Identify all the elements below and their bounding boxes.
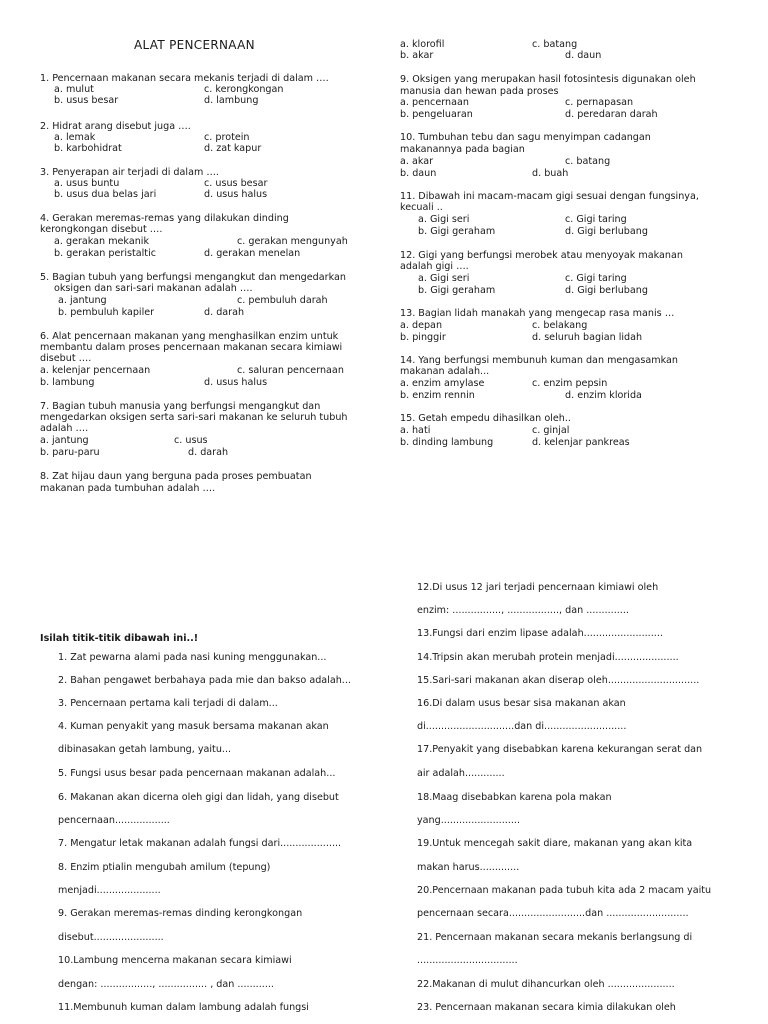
question-11: 11. Dibawah ini macam-macam gigi sesuai dengan fungsinya, (400, 191, 699, 202)
option-a: a. usus buntu (54, 178, 120, 189)
fill-item: 6. Makanan akan dicerna oleh gigi dan lidah, yang disebut (58, 792, 339, 803)
fill-item: 15.Sari-sari makanan akan diserap oleh.............................. (417, 675, 700, 686)
option-a: a. akar (400, 156, 434, 167)
question-10: 10. Tumbuhan tebu dan sagu menyimpan cadangan (400, 132, 651, 143)
fill-item: 16.Di dalam usus besar sisa makanan akan (417, 698, 626, 709)
fill-item: disebut....................... (58, 932, 164, 943)
option-a: a. enzim amylase (400, 378, 485, 389)
fill-item: air adalah............. (417, 768, 505, 779)
fill-item: 17.Penyakit yang disebabkan karena kekurangan serat dan (417, 744, 703, 755)
question-9: 9. Oksigen yang merupakan hasil fotosintesis digunakan oleh (400, 74, 696, 85)
question-11-cont: kecuali .. (400, 202, 443, 213)
option-d: d. usus halus (204, 377, 268, 388)
option-c: c. gerakan mengunyah (237, 236, 348, 247)
option-b: b. gerakan peristaltic (54, 248, 157, 259)
fill-item: 2. Bahan pengawet berbahaya pada mie dan bakso adalah... (58, 675, 351, 686)
option-b: b. pengeluaran (400, 109, 473, 120)
question-6: 6. Alat pencernaan makanan yang menghasilkan enzim untuk (40, 331, 339, 342)
question-14-cont: makanan adalah... (400, 366, 490, 377)
option-b: b. daun (400, 168, 437, 179)
fill-item: 11.Membunuh kuman dalam lambung adalah fungsi (58, 1002, 309, 1013)
option-c: c. enzim pepsin (532, 378, 608, 389)
option-a: a. Gigi seri (418, 273, 470, 284)
fill-item: 8. Enzim ptialin mengubah amilum (tepung) (58, 862, 271, 873)
question-8: 8. Zat hijau daun yang berguna pada proses pembuatan (40, 471, 312, 482)
fill-item: 21. Pencernaan makanan secara mekanis berlangsung di (417, 932, 693, 943)
option-b: b. paru-paru (40, 447, 100, 458)
page-title: ALAT PENCERNAAN (134, 38, 255, 52)
fill-item: 19.Untuk mencegah sakit diare, makanan yang akan kita (417, 838, 693, 849)
option-d: d. seluruh bagian lidah (532, 332, 643, 343)
question-7-cont: mengedarkan oksigen serta sari-sari makanan ke seluruh tubuh (40, 412, 348, 423)
fill-item: 4. Kuman penyakit yang masuk bersama makanan akan (58, 721, 329, 732)
question-7: 7. Bagian tubuh manusia yang berfungsi mengangkut dan (40, 401, 321, 412)
option-c: c. saluran pencernaan (237, 365, 344, 376)
option-a: a. kelenjar pencernaan (40, 365, 151, 376)
option-b: b. Gigi geraham (418, 226, 496, 237)
option-a: a. lemak (54, 132, 96, 143)
question-2: 2. Hidrat arang disebut juga …. (40, 121, 191, 132)
option-c: c. belakang (532, 320, 588, 331)
option-c: c. usus besar (204, 178, 268, 189)
question-1: 1. Pencernaan makanan secara mekanis terjadi di dalam …. (40, 73, 329, 84)
option-b: b. karbohidrat (54, 143, 122, 154)
option-c: c. batang (532, 39, 578, 50)
question-10-cont: makanannya pada bagian (400, 144, 525, 155)
question-14: 14. Yang berfungsi membunuh kuman dan mengasamkan (400, 355, 678, 366)
option-d: d. kelenjar pankreas (532, 437, 630, 448)
fill-item: 9. Gerakan meremas-remas dinding kerongkongan (58, 908, 303, 919)
question-12: 12. Gigi yang berfungsi merobek atau menyoyak makanan (400, 250, 683, 261)
fill-item: 18.Maag disebabkan karena pola makan (417, 792, 612, 803)
option-d: d. daun (565, 50, 602, 61)
option-a: a. klorofil (400, 39, 445, 50)
question-4: 4. Gerakan meremas-remas yang dilakukan dinding (40, 213, 289, 224)
option-a: a. hati (400, 425, 431, 436)
question-8-cont: makanan pada tumbuhan adalah …. (40, 483, 216, 494)
fill-item: 7. Mengatur letak makanan adalah fungsi dari.................... (58, 838, 342, 849)
fill-heading: Isilah titik-titik dibawah ini..! (40, 633, 199, 644)
question-15: 15. Getah empedu dihasilkan oleh.. (400, 413, 571, 424)
option-c: c. kerongkongan (204, 84, 284, 95)
option-b: b. pinggir (400, 332, 446, 343)
question-13: 13. Bagian lidah manakah yang mengecap rasa manis … (400, 308, 675, 319)
fill-item: dibinasakan getah lambung, yaitu... (58, 744, 232, 755)
question-12-cont: adalah gigi …. (400, 261, 469, 272)
option-b: b. enzim rennin (400, 390, 475, 401)
fill-item: 12.Di usus 12 jari terjadi pencernaan kimiawi oleh (417, 582, 659, 593)
option-c: c. ginjal (532, 425, 570, 436)
option-a: a. jantung (40, 435, 89, 446)
option-d: d. darah (204, 307, 245, 318)
fill-item: pencernaan.................. (58, 815, 170, 826)
fill-item: 13.Fungsi dari enzim lipase adalah.......................... (417, 628, 663, 639)
option-d: d. enzim klorida (565, 390, 642, 401)
fill-item: 3. Pencernaan pertama kali terjadi di dalam... (58, 698, 278, 709)
fill-item: 10.Lambung mencerna makanan secara kimiawi (58, 955, 292, 966)
option-a: a. jantung (58, 295, 107, 306)
question-5-cont: oksigen dan sari-sari makanan adalah …. (54, 283, 253, 294)
fill-item: 14.Tripsin akan merubah protein menjadi..................... (417, 652, 679, 663)
fill-item: pencernaan secara.........................dan ........................... (417, 908, 689, 919)
fill-item: 20.Pencernaan makanan pada tubuh kita ada 2 macam yaitu (417, 885, 712, 896)
option-c: c. batang (565, 156, 611, 167)
fill-item: 1. Zat pewarna alami pada nasi kuning menggunakan... (58, 652, 327, 663)
fill-item: enzim: ................, ................., dan .............. (417, 605, 629, 616)
option-c: c. usus (174, 435, 208, 446)
option-b: b. akar (400, 50, 434, 61)
fill-item: dengan: ................., ................ , dan ............ (58, 979, 274, 990)
question-5: 5. Bagian tubuh yang berfungsi mengangkut dan mengedarkan (40, 272, 346, 283)
question-6-cont: membantu dalam proses pencernaan makanan secara kimiawi (40, 342, 343, 353)
option-b: b. Gigi geraham (418, 285, 496, 296)
fill-item: menjadi..................... (58, 885, 161, 896)
option-d: d. usus halus (204, 189, 268, 200)
option-a: a. pencernaan (400, 97, 469, 108)
option-d: d. zat kapur (204, 143, 262, 154)
fill-item: ................................. (417, 955, 518, 966)
option-a: a. mulut (54, 84, 94, 95)
option-d: d. buah (532, 168, 569, 179)
option-b: b. usus dua belas jari (54, 189, 157, 200)
option-d: d. gerakan menelan (204, 248, 301, 259)
question-7-cont2: adalah …. (40, 423, 89, 434)
option-d: d. peredaran darah (565, 109, 658, 120)
fill-item: 23. Pencernaan makanan secara kimia dilakukan oleh (417, 1002, 676, 1013)
question-9-cont: manusia dan hewan pada proses (400, 86, 559, 97)
question-6-cont2: disebut …. (40, 353, 92, 364)
fill-item: 22.Makanan di mulut dihancurkan oleh ...................... (417, 979, 675, 990)
option-c: c. Gigi taring (565, 214, 627, 225)
fill-item: yang.......................... (417, 815, 521, 826)
fill-item: di.............................dan di........................... (417, 721, 627, 732)
option-b: b. usus besar (54, 95, 119, 106)
option-a: a. depan (400, 320, 443, 331)
option-c: c. Gigi taring (565, 273, 627, 284)
question-4-cont: kerongkongan disebut …. (40, 224, 163, 235)
fill-item: 5. Fungsi usus besar pada pencernaan makanan adalah... (58, 768, 336, 779)
option-a: a. gerakan mekanik (54, 236, 150, 247)
option-c: c. protein (204, 132, 250, 143)
option-c: c. pernapasan (565, 97, 634, 108)
option-b: b. dinding lambung (400, 437, 494, 448)
option-a: a. Gigi seri (418, 214, 470, 225)
option-d: d. darah (188, 447, 229, 458)
option-b: b. lambung (40, 377, 95, 388)
fill-item: makan harus............. (417, 862, 520, 873)
question-3: 3. Penyerapan air terjadi di dalam …. (40, 167, 219, 178)
option-d: d. lambung (204, 95, 259, 106)
option-d: d. Gigi berlubang (565, 285, 648, 296)
option-c: c. pembuluh darah (237, 295, 328, 306)
option-b: b. pembuluh kapiler (58, 307, 155, 318)
option-d: d. Gigi berlubang (565, 226, 648, 237)
